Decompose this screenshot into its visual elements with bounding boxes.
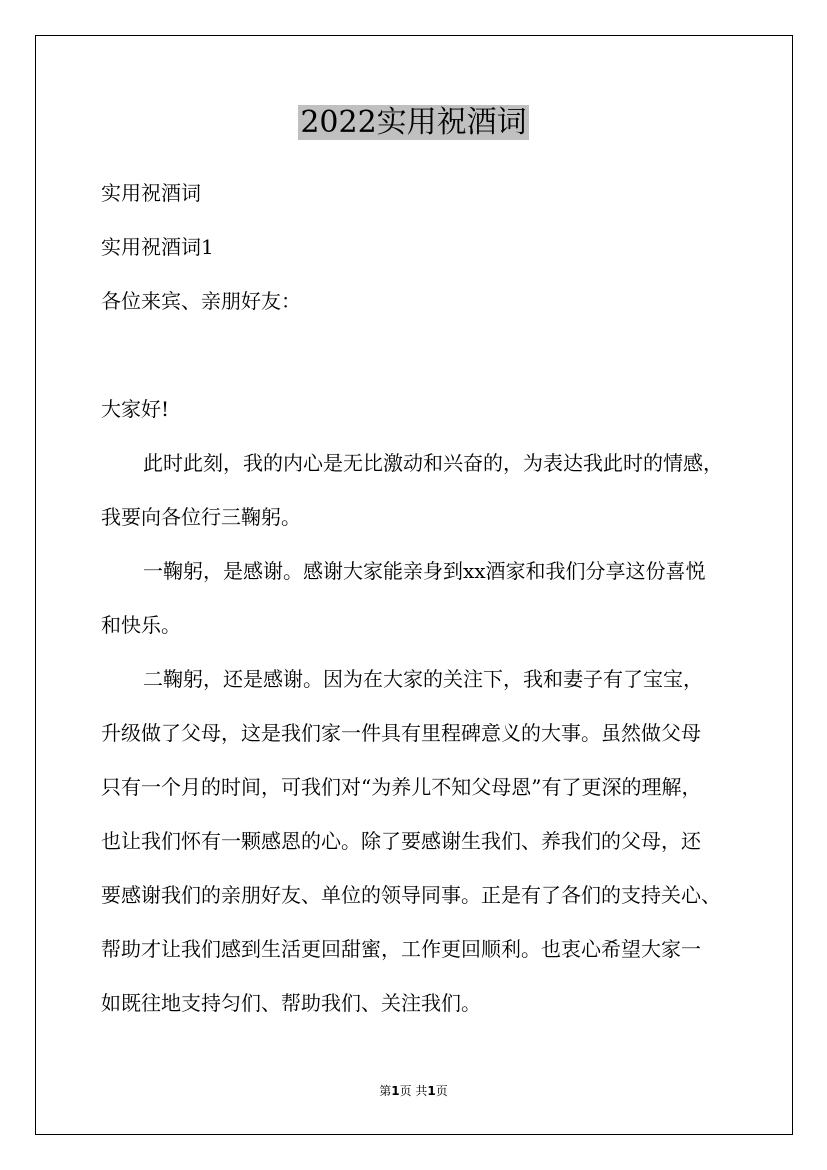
- body-line: 只有一个月的时间，可我们对“为养儿不知父母恩”有了更深的理解，: [101, 775, 702, 799]
- body-line: 我要向各位行三鞠躬。: [101, 505, 301, 529]
- body-line: 二鞠躬，还是感谢。因为在大家的关注下，我和妻子有了宝宝，: [143, 667, 703, 691]
- body-line: 如既往地支持匀们、帮助我们、关注我们。: [101, 991, 481, 1015]
- document-subtitle: 实用祝酒词: [101, 181, 201, 205]
- body-line: 一鞠躬，是感谢。感谢大家能亲身到xx酒家和我们分享这份喜悦: [143, 559, 706, 583]
- body-line: 此时此刻，我的内心是无比激动和兴奋的，为表达我此时的情感，: [143, 451, 723, 475]
- body-line: 要感谢我们的亲朋好友、单位的领导同事。正是有了各们的支持关心、: [101, 883, 721, 907]
- body-line: 和快乐。: [101, 613, 181, 637]
- page-prefix: 第: [379, 1084, 392, 1098]
- page-total: 1: [427, 1084, 436, 1098]
- body-line: 也让我们怀有一颗感恩的心。除了要感谢生我们、养我们的父母，还: [101, 829, 701, 853]
- document-title: [0, 103, 827, 143]
- body-line: 帮助才让我们感到生活更回甜蜜，工作更回顺利。也衷心希望大家一: [101, 937, 701, 961]
- page-number: 1: [391, 1084, 400, 1098]
- greeting: 大家好!: [101, 397, 170, 421]
- page-suffix: 页: [435, 1084, 448, 1098]
- body-line: 升级做了父母，这是我们家一件具有里程碑意义的大事。虽然做父母: [101, 721, 701, 745]
- salutation: 各位来宾、亲朋好友：: [101, 289, 301, 313]
- section-heading: 实用祝酒词1: [101, 235, 214, 259]
- page-mid: 页 共: [399, 1084, 428, 1098]
- page-footer: [0, 1083, 827, 1099]
- document-title-text: 2022实用祝酒词: [300, 105, 527, 140]
